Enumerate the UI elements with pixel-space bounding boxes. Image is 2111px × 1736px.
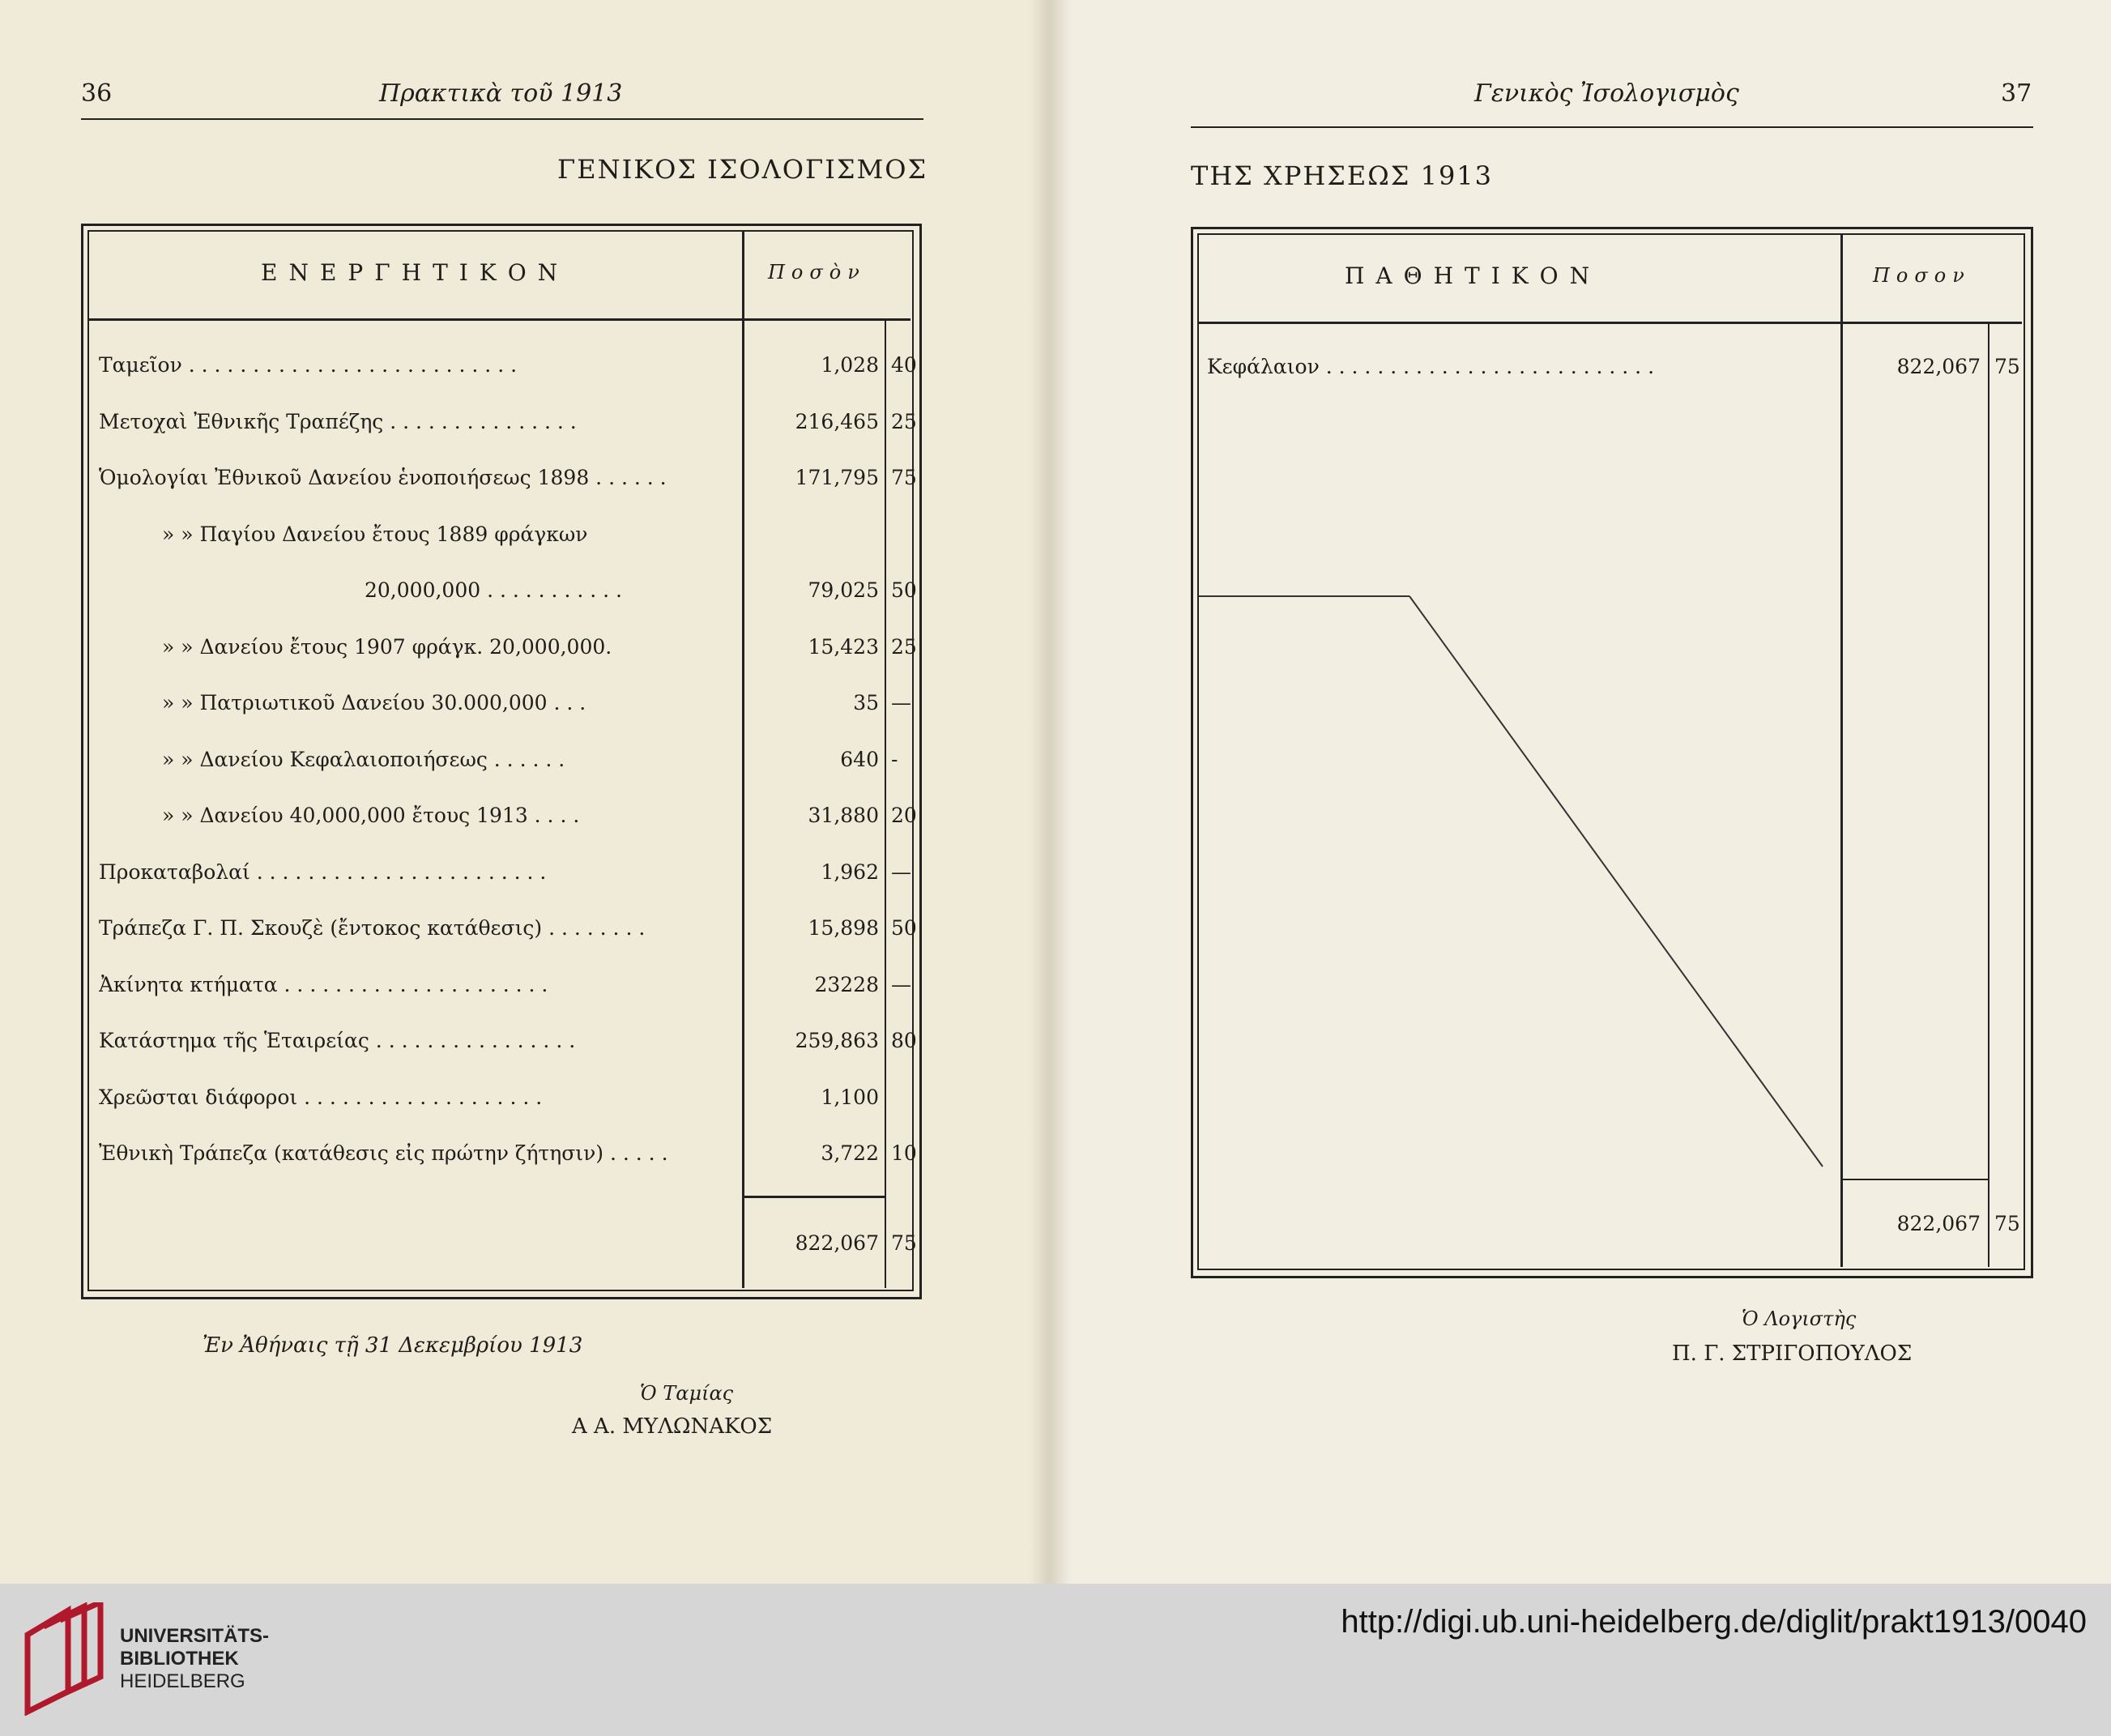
assets-amount-header: Ποσὸν <box>768 261 866 284</box>
assets-row-label: Χρεῶσται διάφοροι . . . . . . . . . . . . . . . . . . . <box>99 1086 543 1109</box>
liabilities-row-label: Κεφάλαιον . . . . . . . . . . . . . . . . . . . . . . . . . . <box>1207 355 1655 378</box>
assets-row-amount: 35 <box>853 691 879 714</box>
left-running-head: Πρακτικὰ τοῦ 1913 <box>379 79 623 108</box>
assets-row-label: Μετοχαὶ Ἐθνικῆς Τραπέζης . . . . . . . . . . . . . . . <box>99 410 577 433</box>
library-logo-line1: UNIVERSITÄTS- <box>120 1625 270 1647</box>
liabilities-amount-header: Ποσον <box>1873 264 1971 287</box>
assets-row-cents: 80 <box>891 1029 917 1052</box>
permalink-url[interactable]: http://digi.ub.uni-heidelberg.de/diglit/prakt1913/0040 <box>1341 1604 2087 1640</box>
right-title: ΤΗΣ ΧΡΗΣΕΩΣ 1913 <box>1191 160 1494 191</box>
assets-row-amount: 15,898 <box>808 916 879 940</box>
accountant-role: Ὁ Λογιστὴς <box>1742 1307 1857 1330</box>
liabilities-row-amount: 822,067 <box>1896 355 1981 378</box>
assets-row-label: Κατάστημα τῆς Ἑταιρείας . . . . . . . . . . . . . . . . <box>99 1029 576 1052</box>
assets-row-label: Ἀκίνητα κτήματα . . . . . . . . . . . . . . . . . . . . . <box>99 973 548 996</box>
assets-amount-divider <box>742 230 744 1288</box>
assets-row-cents: 25 <box>891 635 917 659</box>
assets-total-rule <box>744 1196 885 1198</box>
liabilities-cents-divider <box>1988 324 1989 1267</box>
assets-row-amount: 1,100 <box>821 1086 879 1109</box>
left-head-rule <box>81 118 923 120</box>
assets-column-header: ΕΝΕΡΓΗΤΙΚΟΝ <box>261 259 569 286</box>
assets-row-amount: 216,465 <box>795 410 879 433</box>
assets-row-cents: 50 <box>891 916 917 940</box>
assets-row-cents: 75 <box>891 466 917 489</box>
assets-row-cents: - <box>891 748 898 771</box>
assets-row-amount: 3,722 <box>821 1141 879 1165</box>
book-gutter <box>1029 0 1071 1584</box>
left-title: ΓΕΝΙΚΟΣ ΙΣΟΛΟΓΙΣΜΟΣ <box>557 154 928 185</box>
liabilities-row-cents: 75 <box>1994 355 2020 378</box>
assets-row-label: Ταμεῖον . . . . . . . . . . . . . . . . . . . . . . . . . . <box>99 353 518 377</box>
left-page-number: 36 <box>81 79 113 108</box>
liabilities-total-amount: 822,067 <box>1896 1212 1981 1235</box>
assets-row-label: 20,000,000 . . . . . . . . . . . <box>365 578 622 602</box>
library-logo-line2: BIBLIOTHEK <box>120 1648 239 1670</box>
cancellation-diagonal <box>1199 567 1847 1183</box>
assets-row-label: » » Παγίου Δανείου ἔτους 1889 φράγκων <box>162 523 588 546</box>
assets-row-label: Προκαταβολαί . . . . . . . . . . . . . . . . . . . . . . . <box>99 860 547 884</box>
right-page-number: 37 <box>2001 79 2032 108</box>
assets-total-amount: 822,067 <box>795 1231 879 1255</box>
assets-row-cents: 25 <box>891 410 917 433</box>
assets-row-label: » » Δανείου ἔτους 1907 φράγκ. 20,000,000. <box>162 635 612 659</box>
liabilities-total-cents: 75 <box>1994 1212 2020 1235</box>
assets-row-amount: 171,795 <box>795 466 879 489</box>
assets-row-label: » » Πατριωτικοῦ Δανείου 30.000,000 . . . <box>162 691 586 714</box>
library-logo-icon <box>19 1602 109 1716</box>
assets-row-label: » » Δανείου Κεφαλαιοποιήσεως . . . . . . <box>162 748 565 771</box>
liabilities-total-rule <box>1842 1179 1988 1180</box>
assets-row-amount: 31,880 <box>808 804 879 827</box>
assets-row-label: Ὁμολογίαι Ἐθνικοῦ Δανείου ἑνοποιήσεως 1898 . . . . . . <box>99 466 667 489</box>
assets-row-amount: 1,962 <box>821 860 879 884</box>
assets-row-cents: 40 <box>891 353 917 377</box>
assets-total-cents: 75 <box>891 1231 917 1255</box>
right-running-head: Γενικὸς Ἰσολογισμὸς <box>1474 79 1739 108</box>
assets-row-amount: 15,423 <box>808 635 879 659</box>
liabilities-header-rule <box>1199 322 2022 324</box>
assets-header-rule <box>89 318 911 321</box>
assets-row-cents: — <box>891 691 911 714</box>
assets-row-label: Τράπεζα Γ. Π. Σκουζὲ (ἔντοκος κατάθεσις) . . . . . . . . <box>99 916 646 940</box>
assets-row-cents: — <box>891 973 911 996</box>
liabilities-column-header: ΠΑΘΗΤΙΚΟΝ <box>1345 262 1601 289</box>
assets-row-amount: 23228 <box>814 973 879 996</box>
date-line: Ἐν Ἀθήναις τῇ 31 Δεκεμβρίου 1913 <box>203 1333 583 1358</box>
assets-row-label: Ἐθνικὴ Τράπεζα (κατάθεσις εἰς πρώτην ζήτησιν) . . . . . <box>99 1141 668 1165</box>
assets-row-label: » » Δανείου 40,000,000 ἔτους 1913 . . . . <box>162 804 580 827</box>
assets-row-cents: — <box>891 860 911 884</box>
assets-row-amount: 1,028 <box>821 353 879 377</box>
accountant-name: Π. Γ. ΣΤΡΙΓΟΠΟΥΛΟΣ <box>1672 1341 1913 1366</box>
assets-row-amount: 259,863 <box>795 1029 879 1052</box>
assets-cents-divider <box>885 321 886 1288</box>
assets-row-amount: 640 <box>840 748 879 771</box>
assets-row-cents: 50 <box>891 578 917 602</box>
assets-row-amount: 79,025 <box>808 578 879 602</box>
right-head-rule <box>1191 126 2033 128</box>
library-logo-line3: HEIDELBERG <box>120 1670 245 1692</box>
cashier-role: Ὁ Ταμίας <box>640 1382 734 1405</box>
assets-row-cents: 20 <box>891 804 917 827</box>
cashier-name: Α Α. ΜΥΛΩΝΑΚΟΣ <box>572 1414 773 1439</box>
assets-row-cents: 10 <box>891 1141 917 1165</box>
